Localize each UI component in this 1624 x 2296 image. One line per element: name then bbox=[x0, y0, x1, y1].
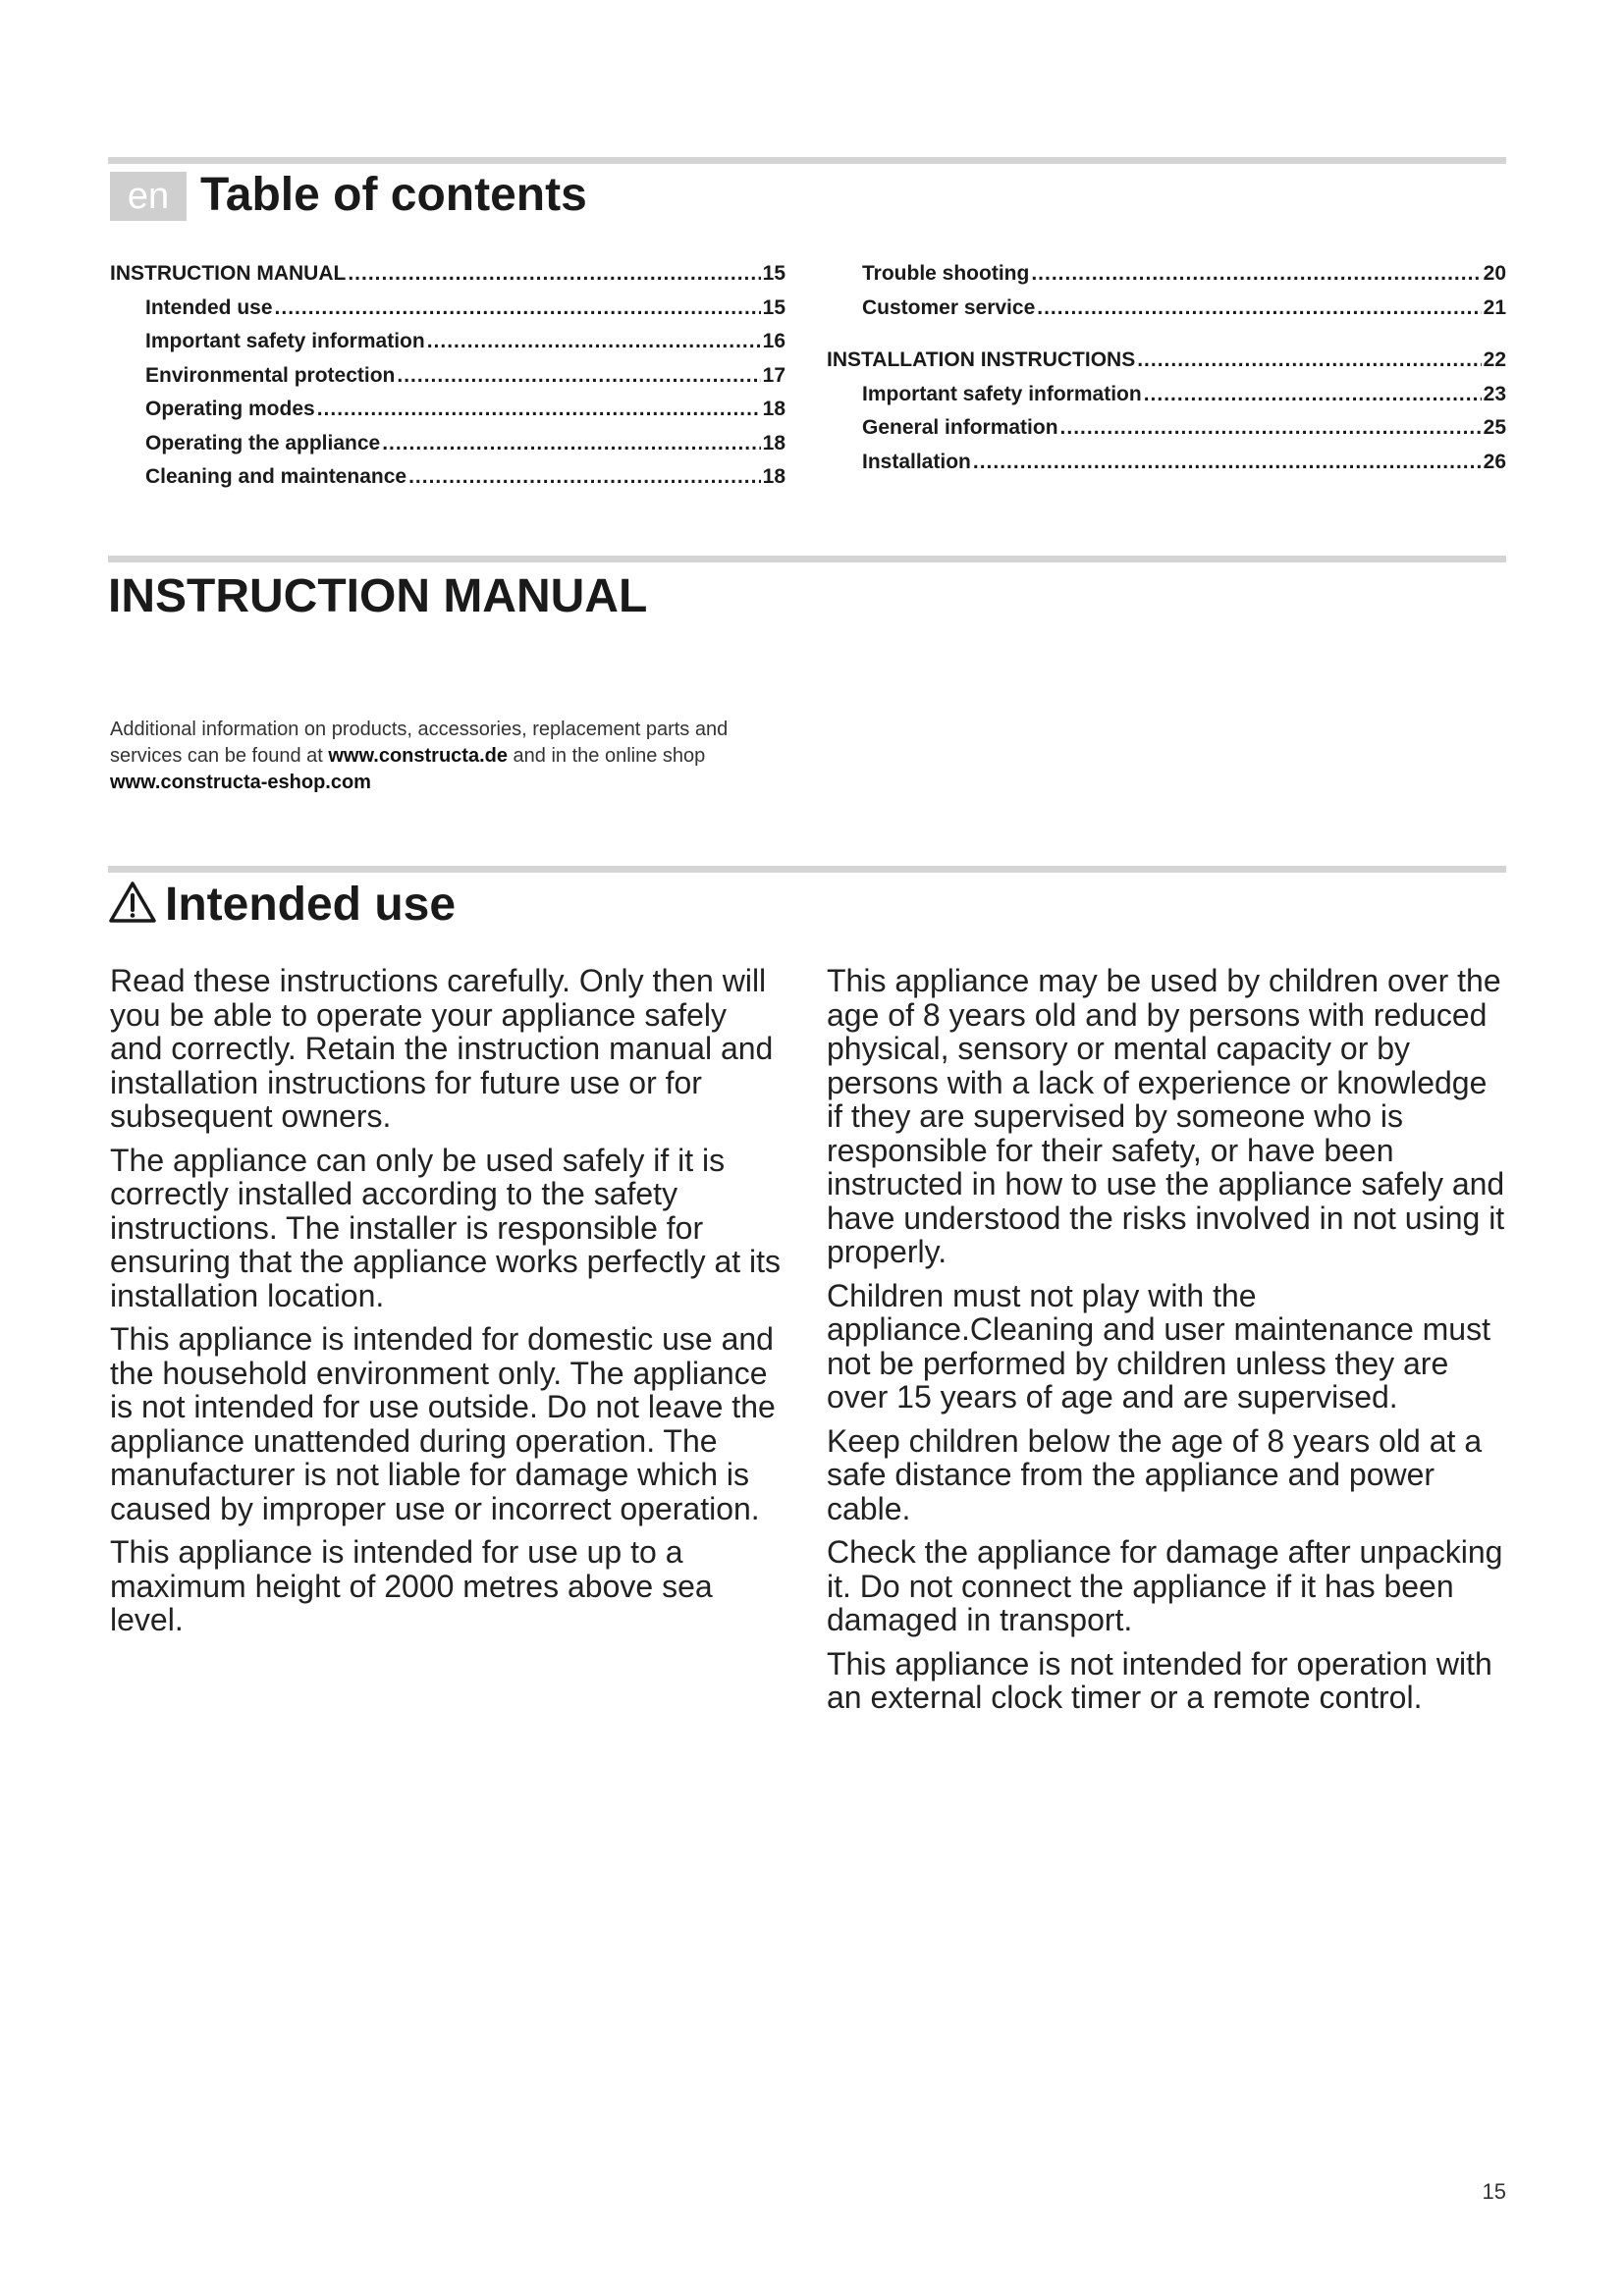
toc-entry-label: Trouble shooting bbox=[862, 262, 1030, 285]
toc-leader-dots bbox=[1037, 292, 1481, 326]
toc-leader-dots bbox=[1031, 257, 1481, 292]
intended-use-heading bbox=[108, 876, 456, 938]
toc-entry-label: INSTALLATION INSTRUCTIONS bbox=[827, 348, 1136, 371]
body-paragraph: Children must not play with the appliance.Cleaning and user maintenance must not be performed by children unless they are over 15 years of age and are supervised. bbox=[827, 1277, 1490, 1415]
intended-use-left-column bbox=[110, 964, 787, 1647]
toc-leader-dots bbox=[382, 427, 760, 461]
body-paragraph: This appliance is intended for domestic use and the household environment only. The appliance is not intended for use outside. Do not leave the appliance unattended during operation. The manufacturer is not liable for damage which is caused by improper use or incorrect operation. bbox=[110, 1321, 776, 1526]
toc-entry-label: Intended use bbox=[145, 295, 273, 319]
toc-entry-label: Important safety information bbox=[862, 382, 1142, 405]
body-paragraph: This appliance may be used by children over the age of 8 years old and by persons with reduced physical, sensory or mental capacity or by persons with a lack of experience or knowledge if they are supervised by someone who is responsible for their safety, or have been instructed in how to use the appliance safely and have understood the risks involved in not using it properly. bbox=[827, 963, 1505, 1269]
toc-entry[interactable] bbox=[110, 292, 785, 326]
toc-leader-dots bbox=[1060, 411, 1482, 446]
section-rule bbox=[108, 556, 1506, 562]
page-number: 15 bbox=[1482, 2179, 1506, 2204]
toc-entry-page: 15 bbox=[762, 295, 785, 319]
toc-leader-dots bbox=[317, 393, 761, 427]
body-paragraph: This appliance is not intended for operation with an external clock timer or a remote control. bbox=[827, 1645, 1492, 1715]
constructa-website-link[interactable]: www.constructa.de bbox=[328, 745, 508, 767]
toc-entry[interactable] bbox=[827, 344, 1506, 378]
body-paragraph: Read these instructions carefully. Only then will you be able to operate your appliance safely and correctly. Retain the instruction manual and installation instructions for future use or for subsequent owners. bbox=[110, 963, 774, 1134]
toc-leader-dots bbox=[1137, 344, 1481, 378]
toc-leader-dots bbox=[348, 257, 760, 292]
toc-leader-dots bbox=[397, 359, 760, 394]
toc-entry[interactable] bbox=[110, 359, 785, 394]
instruction-manual-heading: INSTRUCTION MANUAL bbox=[108, 570, 648, 622]
toc-entry-page: 21 bbox=[1483, 295, 1506, 319]
toc-entry-label: Customer service bbox=[862, 295, 1036, 319]
toc-entry-page: 18 bbox=[762, 431, 785, 454]
toc-entry[interactable] bbox=[827, 411, 1506, 446]
toc-entry-page: 17 bbox=[762, 363, 785, 387]
toc-entry-label: Installation bbox=[862, 450, 971, 473]
toc-entry[interactable] bbox=[827, 446, 1506, 480]
additional-info-paragraph bbox=[110, 717, 787, 796]
toc-entry-page: 16 bbox=[762, 330, 785, 352]
toc-entry[interactable] bbox=[110, 325, 785, 359]
toc-entry-page: 22 bbox=[1483, 348, 1506, 371]
section-rule bbox=[108, 866, 1506, 873]
toc-entry-page: 25 bbox=[1483, 416, 1506, 439]
toc-entry-page: 20 bbox=[1483, 262, 1506, 285]
toc-entry-page: 15 bbox=[762, 262, 785, 285]
toc-entry-label: Operating the appliance bbox=[145, 431, 381, 454]
body-paragraph: Keep children below the age of 8 years old at a safe distance from the appliance and power cable. bbox=[827, 1422, 1483, 1526]
toc-entry[interactable] bbox=[110, 257, 785, 292]
toc-entry-page: 23 bbox=[1483, 382, 1506, 405]
toc-leader-dots bbox=[408, 460, 761, 495]
top-rule bbox=[108, 157, 1506, 164]
body-paragraph: The appliance can only be used safely if it is correctly installed according to the safety instructions. The installer is responsible for ensuring that the appliance works perfectly at its installation location. bbox=[110, 1142, 782, 1313]
toc-leader-dots bbox=[1144, 378, 1482, 412]
toc-right-column bbox=[827, 257, 1506, 479]
toc-entry-label: General information bbox=[862, 416, 1058, 439]
intro-text: and in the online shop bbox=[508, 745, 706, 767]
toc-entry-page: 18 bbox=[762, 465, 785, 488]
toc-entry-label: Cleaning and maintenance bbox=[145, 465, 407, 488]
toc-entry[interactable] bbox=[110, 393, 785, 427]
toc-entry[interactable] bbox=[110, 460, 785, 495]
toc-entry[interactable] bbox=[110, 427, 785, 461]
toc-leader-dots bbox=[973, 446, 1482, 480]
intended-use-right-column bbox=[827, 964, 1506, 1725]
toc-entry-page: 26 bbox=[1483, 450, 1506, 473]
toc-entry[interactable] bbox=[827, 257, 1506, 292]
toc-entry-label: Important safety information bbox=[145, 330, 425, 352]
intended-use-title: Intended use bbox=[165, 879, 457, 931]
body-paragraph: Check the appliance for damage after unpacking it. Do not connect the appliance if it has been damaged in transport. bbox=[827, 1534, 1503, 1637]
body-paragraph: This appliance is intended for use up to a maximum height of 2000 metres above sea level. bbox=[110, 1534, 713, 1637]
toc-entry[interactable] bbox=[827, 292, 1506, 326]
toc-entry-label: Environmental protection bbox=[145, 363, 396, 387]
intro-text: Additional information on products, accessories, replacement parts and services can be found at bbox=[110, 719, 729, 767]
toc-leader-dots bbox=[427, 325, 761, 359]
toc-left-column bbox=[110, 257, 785, 495]
warning-triangle-icon bbox=[108, 880, 157, 938]
toc-entry-label: INSTRUCTION MANUAL bbox=[110, 262, 347, 285]
constructa-eshop-link[interactable]: www.constructa-eshop.com bbox=[110, 772, 371, 793]
toc-entry[interactable] bbox=[827, 378, 1506, 412]
toc-entry-label: Operating modes bbox=[145, 398, 315, 420]
toc-title: Table of contents bbox=[200, 169, 587, 221]
toc-entry-page: 18 bbox=[762, 398, 785, 420]
toc-leader-dots bbox=[275, 292, 761, 326]
language-badge: en bbox=[110, 172, 187, 221]
